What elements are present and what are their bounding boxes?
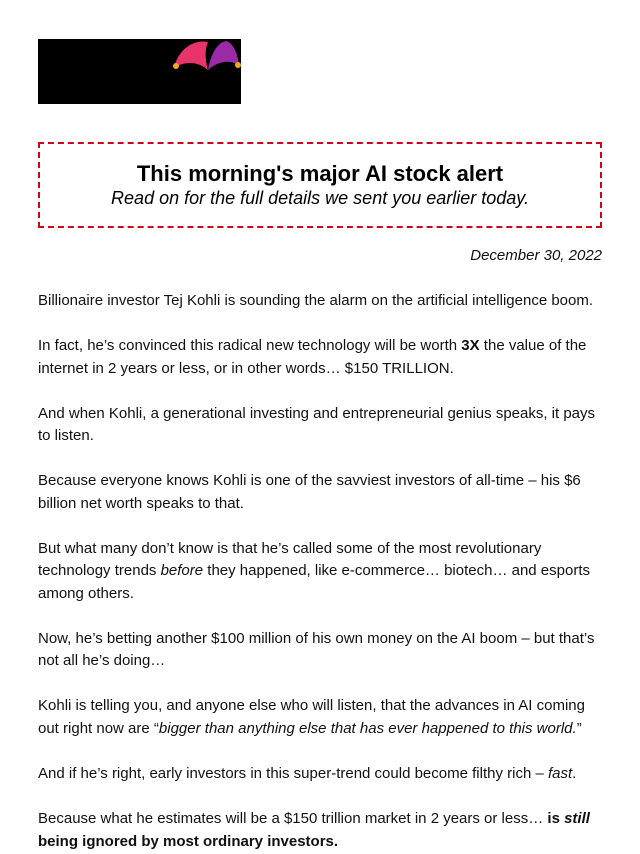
paragraph-7-text: Kohli is telling you, and anyone else who will listen, that the advances in AI coming out right now are “: [38, 697, 585, 738]
paragraph-9: [38, 808, 604, 853]
paragraph-1-text: Billionaire investor Tej Kohli is sounding the alarm on the artificial intelligence boom.: [38, 292, 594, 309]
paragraph-8-text: And if he’s right, early investors in this super-trend could become filthy rich –: [38, 765, 548, 783]
email-body: [38, 290, 604, 853]
paragraph-2: [38, 335, 604, 380]
alert-box: [38, 142, 602, 228]
emphasis-before: before: [160, 562, 204, 580]
emphasis-still: still: [564, 810, 590, 828]
paragraph-7-text-end: ”: [576, 720, 582, 738]
paragraph-3-text: And when Kohli, a generational investing and entrepreneurial genius speaks, it pays to listen.: [38, 404, 596, 445]
paragraph-4-text: Because everyone knows Kohli is one of the savviest investors of all-time – his $6 billion net worth speaks to that.: [38, 472, 581, 512]
email-date: December 30, 2022: [470, 247, 602, 264]
jester-hat-icon: [38, 39, 241, 104]
emphasis-fast: fast: [547, 765, 573, 783]
paragraph-9-text: Because what he estimates will be a $150 trillion market in 2 years or less…: [38, 810, 548, 828]
alert-title: This morning's major AI stock alert: [136, 161, 504, 186]
paragraph-2-text: In fact, he’s convinced this radical new technology will be worth: [38, 336, 462, 354]
bold-ignored: being ignored by most ordinary investors.: [38, 832, 339, 850]
paragraph-8-text-end: .: [572, 765, 577, 783]
emphasis-3x: 3X: [461, 336, 480, 354]
paragraph-5-text: But what many don’t know is that he’s called some of the most revolutionary technology trends: [38, 539, 542, 580]
paragraph-7: [38, 695, 604, 740]
bold-is: is: [547, 810, 565, 828]
paragraph-5-text-end: they happened, like e-commerce… biotech… and esports among others.: [38, 562, 590, 602]
paragraph-8: [38, 763, 604, 786]
brand-logo[interactable]: [38, 39, 241, 104]
paragraph-2-text-end: the value of the internet in 2 years or less, or in other words… $150 TRILLION.: [38, 336, 587, 377]
quote-italic: bigger than anything else that has ever happened to this world.: [158, 720, 577, 738]
paragraph-4: [38, 470, 604, 515]
paragraph-6: [38, 628, 604, 673]
alert-subtitle: Read on for the full details we sent you earlier today.: [111, 188, 529, 208]
paragraph-3: [38, 403, 604, 448]
paragraph-6-text: Now, he’s betting another $100 million of his own money on the AI boom – but that’s not all he’s doing…: [38, 629, 595, 670]
paragraph-5: [38, 538, 604, 606]
paragraph-1: [38, 290, 604, 313]
